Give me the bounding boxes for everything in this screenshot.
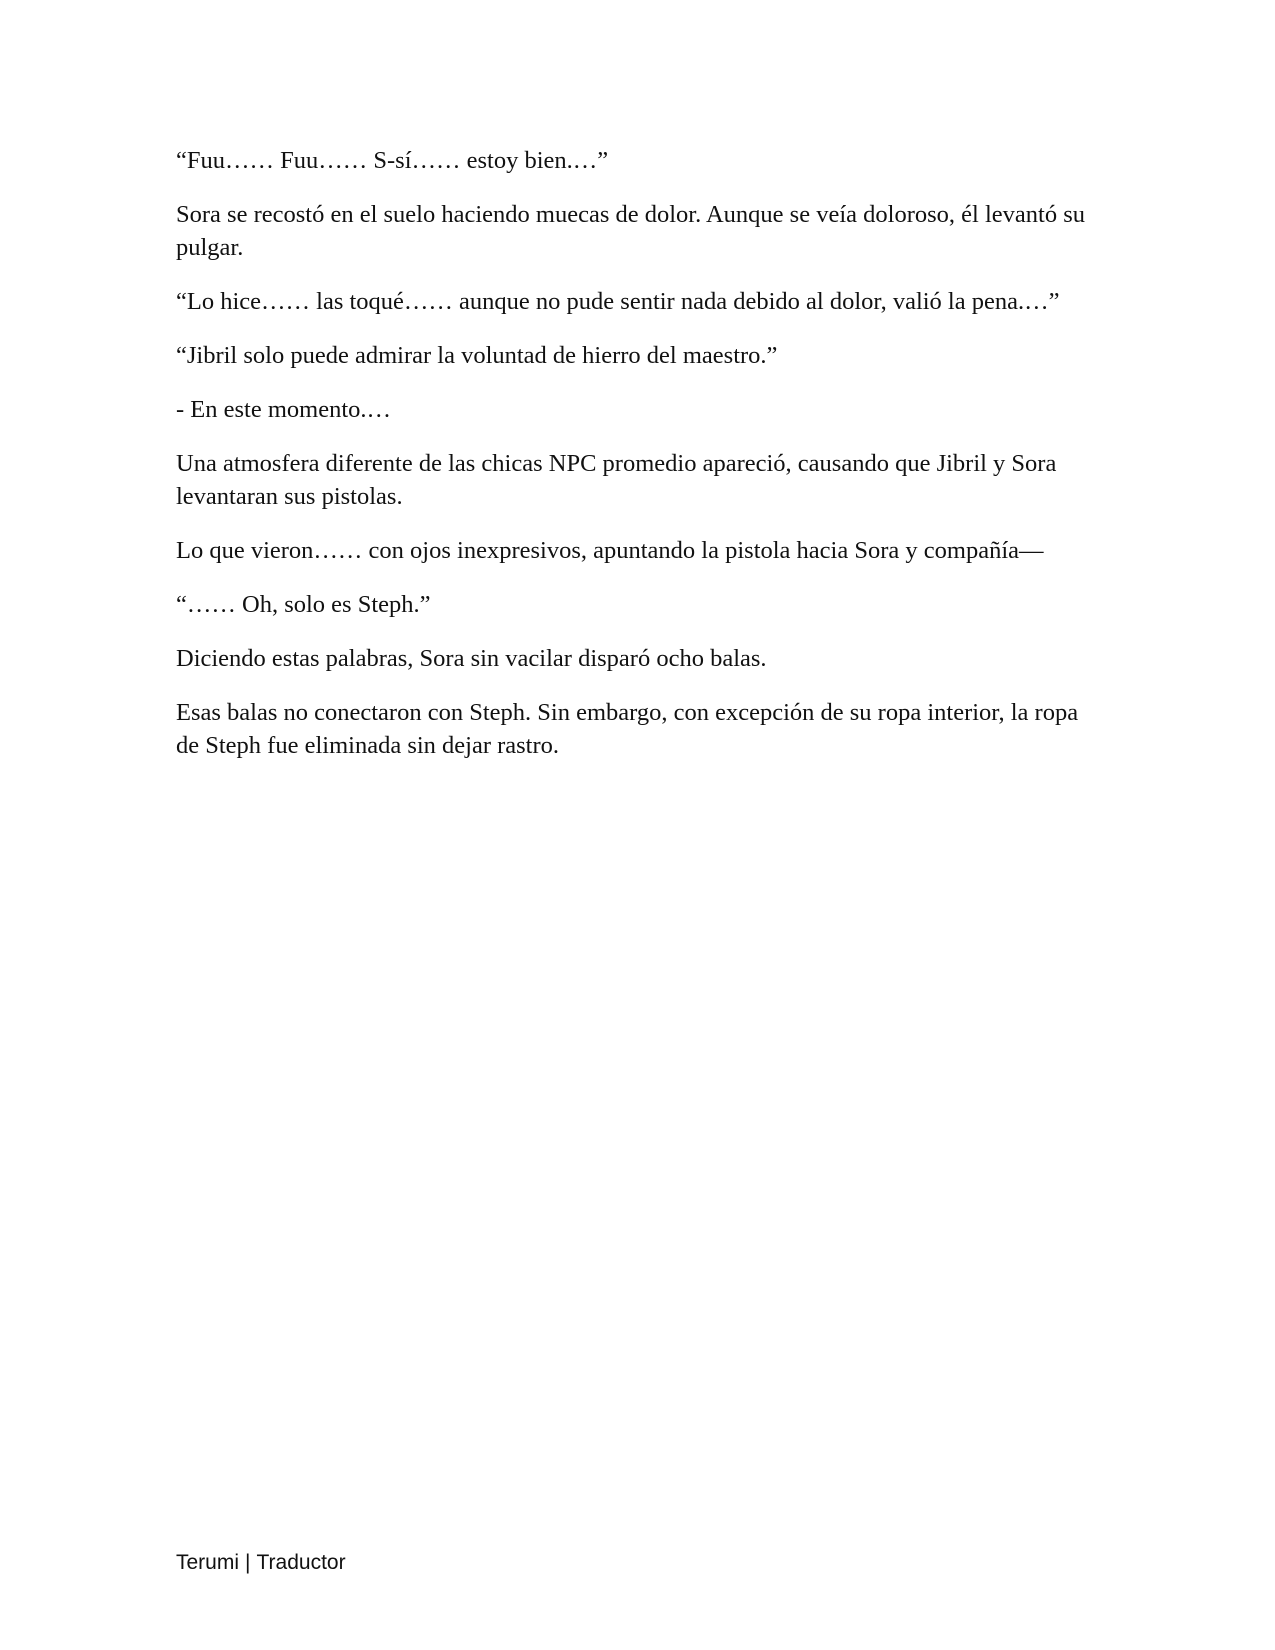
document-body [176,144,1096,783]
paragraph-6: Una atmosfera diferente de las chicas NPC promedio apareció, causando que Jibril y Sora levantaran sus pistolas. [176,450,1057,510]
footer-separator: | [245,1551,251,1574]
paragraph-8: “…… Oh, solo es Steph.” [176,591,431,618]
paragraph-3: “Lo hice…… las toqué…… aunque no pude sentir nada debido al dolor, valió la pena.…” [176,288,1060,315]
page-footer [176,1549,346,1577]
paragraph-7: Lo que vieron…… con ojos inexpresivos, apuntando la pistola hacia Sora y compañía— [176,537,1044,564]
footer-role: Traductor [256,1551,346,1574]
paragraph-10: Esas balas no conectaron con Steph. Sin embargo, con excepción de su ropa interior, la ropa de Steph fue eliminada sin dejar rastro. [176,699,1079,759]
paragraph-1: “Fuu…… Fuu…… S-sí…… estoy bien.…” [176,147,609,174]
paragraph-9: Diciendo estas palabras, Sora sin vacilar disparó ocho balas. [176,645,767,672]
paragraph-4: “Jibril solo puede admirar la voluntad de hierro del maestro.” [176,342,778,369]
paragraph-2: Sora se recostó en el suelo haciendo muecas de dolor. Aunque se veía doloroso, él levantó su pulgar. [176,201,1085,261]
paragraph-5: - En este momento.… [176,396,392,423]
footer-author: Terumi [176,1551,240,1574]
